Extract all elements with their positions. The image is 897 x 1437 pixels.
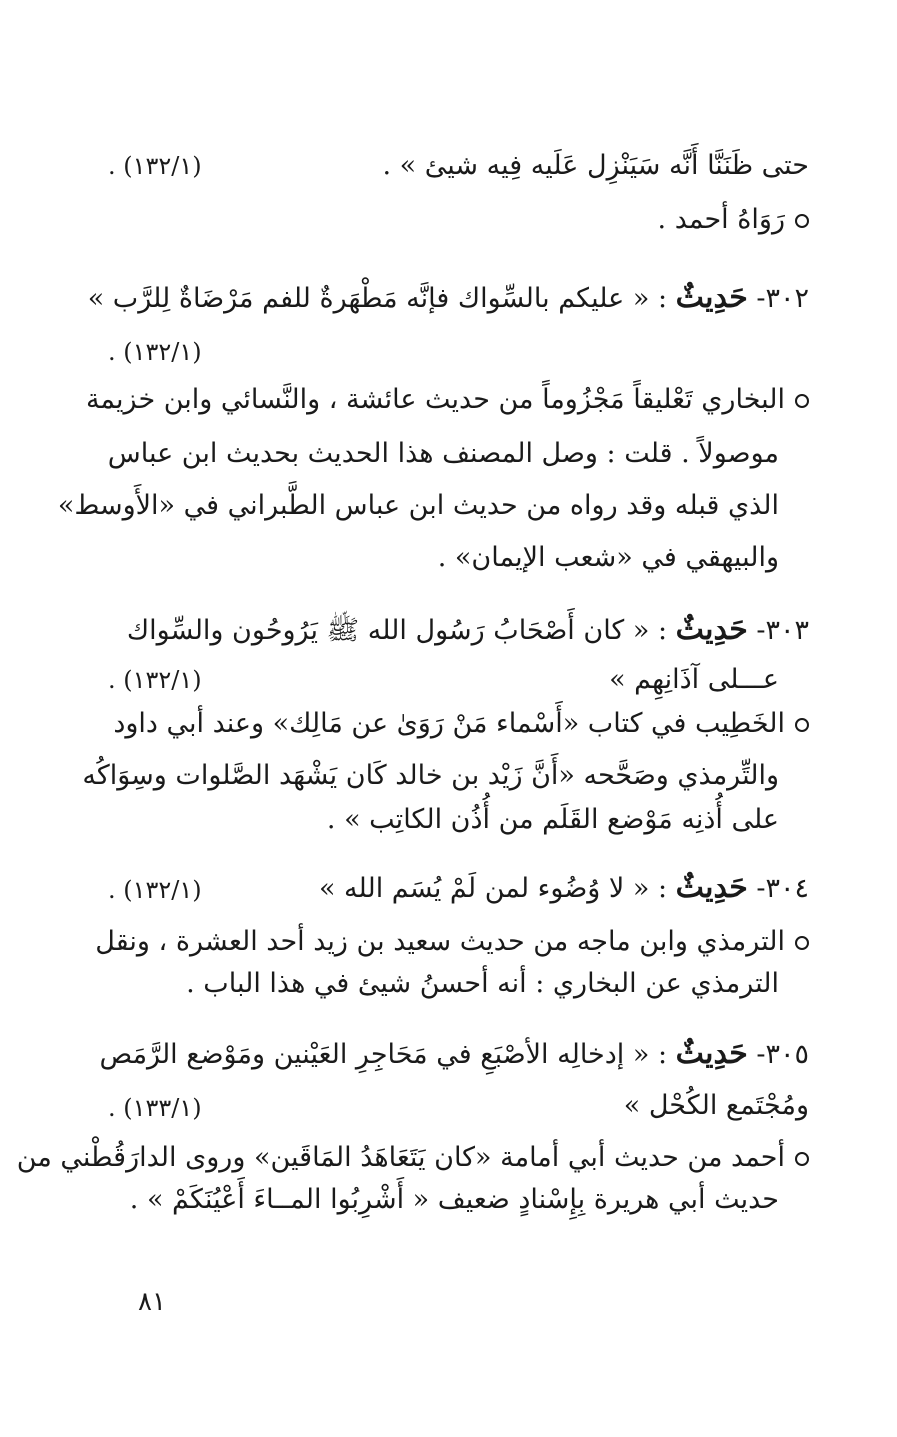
reference-number: (١٣٢/١) . (108, 152, 202, 180)
note-text: والتِّرمذي وصَحَّحه «أَنَّ زَيْد بن خالد كَان يَشْهَد الصَّلوات وسِوَاكُه (82, 760, 779, 791)
continuation-text: حتى ظَنَنَّا أَنَّه سَيَنْزِل عَلَيه فِيه شيئ » . (382, 150, 809, 181)
hadith-text: عـــلى آذَانِهِم » (609, 664, 779, 695)
source-note-text: رَوَاهُ أحمد . (657, 204, 785, 235)
note-line (57, 486, 779, 526)
bullet-circle-icon (795, 1152, 809, 1166)
hadith-305-heading (99, 1034, 809, 1075)
bullet-circle-icon (795, 936, 809, 950)
note-line (85, 380, 809, 420)
hadith-number: ٣٠٥- (756, 1039, 809, 1070)
hadith-label: حَدِيثٌ (675, 612, 748, 647)
hadith-302-heading (87, 278, 809, 319)
hadith-label: حَدِيثٌ (675, 1036, 748, 1071)
hadith-text-continuation (108, 1086, 809, 1126)
hadith-label: حَدِيثٌ (675, 870, 748, 905)
bullet-circle-icon (795, 718, 809, 732)
note-text: والبيهقي في «شعب الإيمان» . (437, 542, 779, 573)
hadith-number: ٣٠٢- (756, 283, 809, 314)
note-text: الذي قبله وقد رواه من حديث ابن عباس الطَّبراني في «الأَوسط» (57, 490, 779, 521)
hadith-text: : « كان أَصْحَابُ رَسُول الله ﷺ يَرُوحُون والسِّواك (126, 615, 668, 646)
note-line (108, 964, 779, 1004)
reference-number: (١٣٢/١) . (108, 876, 202, 904)
note-line (82, 756, 779, 796)
note-text: الترمذي عن البخاري : أنه أحسنُ شيئ في هذا الباب . (186, 968, 779, 999)
note-line (16, 1138, 809, 1178)
reference-number: (١٣٢/١) . (108, 666, 202, 694)
hadith-label: حَدِيثٌ (675, 280, 748, 315)
note-text: أحمد من حديث أبي أمامة «كان يَتَعَاهَدُ المَاقَين» وروى الدارَقُطْني من (16, 1142, 785, 1173)
note-text: موصولاً . قلت : وصل المصنف هذا الحديث بحديث ابن عباس (107, 438, 779, 469)
page-number: ٨١ (138, 1287, 166, 1317)
note-line (108, 538, 779, 578)
continuation-line (108, 146, 809, 186)
note-line (108, 434, 779, 474)
hadith-text-continuation (108, 660, 779, 700)
hadith-text: : « لا وُضُوء لمن لَمْ يُسَم الله » (318, 873, 668, 904)
note-line (95, 922, 809, 962)
note-text: على أُذنِه مَوْضع القَلَم من أُذُن الكاتِب » . (326, 804, 779, 835)
note-text: حديث أبي هريرة بِإِسْنادٍ ضعيف « أَشْرِبُوا المــاءَ أَعْيُنَكَمْ » . (129, 1184, 779, 1215)
hadith-304-heading (108, 868, 809, 909)
reference-number: (١٣٢/١) . (108, 338, 202, 366)
hadith-number: ٣٠٣- (756, 615, 809, 646)
hadith-303-heading (108, 610, 809, 651)
hadith-text: ومُجْتَمع الكُحْل » (623, 1090, 809, 1121)
note-text: البخاري تَعْليقاً مَجْزُوماً من حديث عائشة ، والنَّسائي وابن خزيمة (85, 384, 785, 415)
hadith-text: : « عليكم بالسِّواك فإنَّه مَطْهَرةٌ للفم مَرْضَاةٌ لِلرَّب » (87, 283, 668, 314)
bullet-circle-icon (795, 214, 809, 228)
reference-number: (١٣٣/١) . (108, 1094, 202, 1122)
note-line (108, 800, 779, 840)
note-line (108, 704, 809, 744)
note-text: الخَطِيب في كتاب «أَسْماء مَنْ رَوَىٰ عن مَالِك» وعند أبي داود (113, 708, 785, 739)
source-note (108, 200, 809, 240)
hadith-number: ٣٠٤- (756, 873, 809, 904)
bullet-circle-icon (795, 394, 809, 408)
hadith-text: : « إدخالِه الأصْبَعِ في مَحَاجِرِ العَيْنين ومَوْضع الرَّمَص (99, 1039, 668, 1070)
note-line (108, 1180, 779, 1220)
note-text: الترمذي وابن ماجه من حديث سعيد بن زيد أحد العشرة ، ونقل (95, 926, 785, 957)
